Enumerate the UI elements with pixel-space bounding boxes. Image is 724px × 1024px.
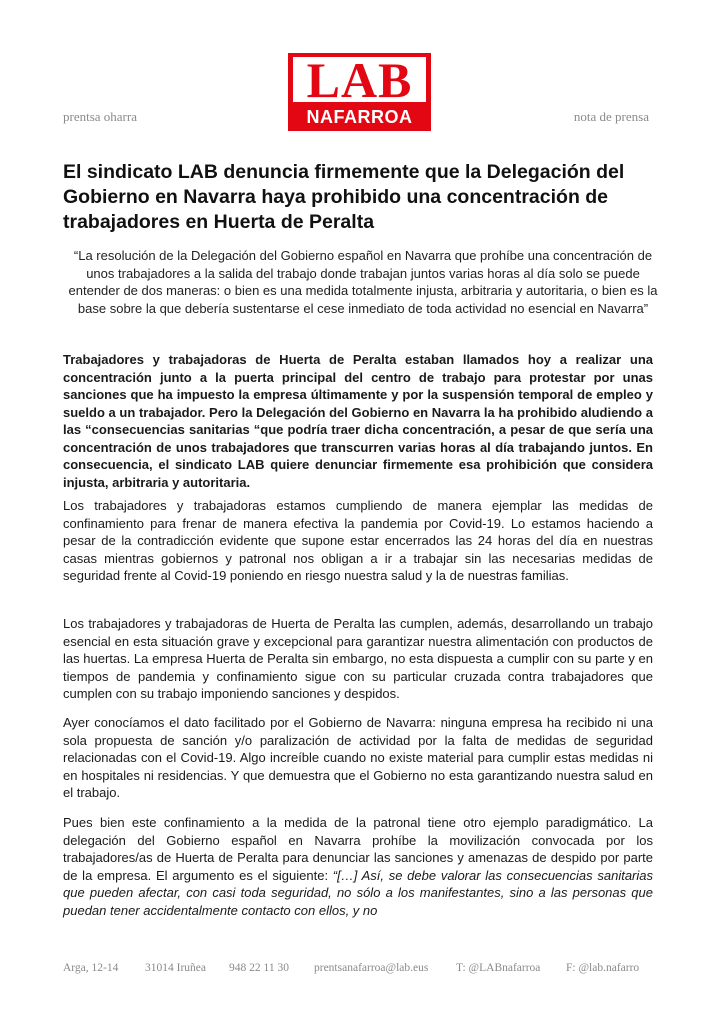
body-paragraph-4-quote: “[…] Así, se debe valorar las consecuencias sanitarias que pueden afectar, con casi toda seguridad, no sólo a los manifestantes, sino a las personas que puedan tener accidentalmente contacto con ellos, y no	[63, 867, 653, 918]
footer-twitter: T: @LABnafarroa	[456, 962, 541, 974]
logo-nafarroa-text: NAFARROA	[306, 107, 413, 127]
footer-facebook: F: @lab.nafarro	[566, 962, 640, 974]
body-paragraph-3: Ayer conocíamos el dato facilitado por el Gobierno de Navarra: ninguna empresa ha recibido ni una sola propuesta de sanción y/o paralización de actividad por la falta de medidas de seguridad relacionadas con el Covid-19. Algo increíble cuando no existe material para cumplir estas medidas ni en hospitales ni residencias. Y que demuestra que el Gobierno no esta garantizando nuestra salud en el trabajo.	[63, 715, 653, 800]
header-nota-de-prensa: nota de prensa	[573, 109, 649, 124]
lead-paragraph: Trabajadores y trabajadoras de Huerta de Peralta estaban llamados hoy a realizar una concentración junto a la puerta principal del centro de trabajo para protestar por unas sanciones que ha impuesto la empresa últimamente y por la suspensión temporal de empleo y sueldo a un trabajador. Pero la Delegación del Gobierno en Navarra la ha prohibido aludiendo a las “consecuencias sanitarias “que podría traer dicha concentración, a pesar de que sería una concentración de unos trabajadores que transcurren varias horas al día trabajando juntos. En consecuencia, el sindicato LAB quiere denunciar firmemente esa prohibición que considera injusta, arbitraria y autoritaria.	[63, 352, 653, 490]
body-paragraph-4-text: Pues bien este confinamiento a la medida de la patronal tiene otro ejemplo paradigmático. La delegación del Gobierno español en Navarra prohíbe la movilización convocada por los trabajadores/as de Huerta de Peralta para denunciar las sanciones y amenazas de despido por parte de la empresa. El argumento es el siguiente:	[63, 815, 653, 883]
body-paragraph-2: Los trabajadores y trabajadoras de Huerta de Peralta las cumplen, además, desarrollando un trabajo esencial en esta situación grave y excepcional para garantizar nuestra alimentación con productos de las huertas. La empresa Huerta de Peralta sin embargo, no esta dispuesta a cumplir con su parte y en tiempos de pandemia y confinamiento sigue con su particular cruzada contra trabajadores que cumplen con su trabajo imponiendo sanciones y despidos.	[63, 616, 653, 701]
footer-postal: 31014 Iruñea	[145, 962, 206, 974]
header-prentsa-oharra: prentsa oharra	[63, 109, 137, 124]
logo-lab-text: LAB	[293, 57, 426, 102]
body-paragraph-4	[63, 814, 653, 919]
footer-email: prentsanafarroa@lab.eus	[314, 962, 429, 974]
footer-phone: 948 22 11 30	[229, 962, 289, 974]
summary-quote: “La resolución de la Delegación del Gobierno español en Navarra que prohíbe una concentración de unos trabajadores a la salida del trabajo donde trabajan juntos varias horas al día solo se puede entender de dos maneras: o bien es una medida totalmente injusta, arbitraria y autoritaria, o bien es la base sobre la que debería sustentarse el cese inmediato de toda actividad no esencial en Navarra”	[68, 248, 658, 316]
press-release-title: El sindicato LAB denuncia firmemente que la Delegación del Gobierno en Navarra haya prohibido una concentración de trabajadores en Huerta de Peralta	[63, 161, 625, 233]
lab-nafarroa-logo	[288, 53, 431, 131]
footer-address: Arga, 12-14	[63, 962, 119, 974]
body-paragraph-1: Los trabajadores y trabajadoras estamos cumpliendo de manera ejemplar las medidas de confinamiento para frenar de manera efectiva la pandemia por Covid-19. Lo estamos haciendo a pesar de la contradicción evidente que supone estar encerrados las 24 horas del día en nuestras casas mientras gobiernos y patronal nos obligan a ir a trabajar sin las necesarias medidas de seguridad frente al Covid-19 poniendo en riesgo nuestra salud y la de nuestras familias.	[63, 498, 653, 583]
